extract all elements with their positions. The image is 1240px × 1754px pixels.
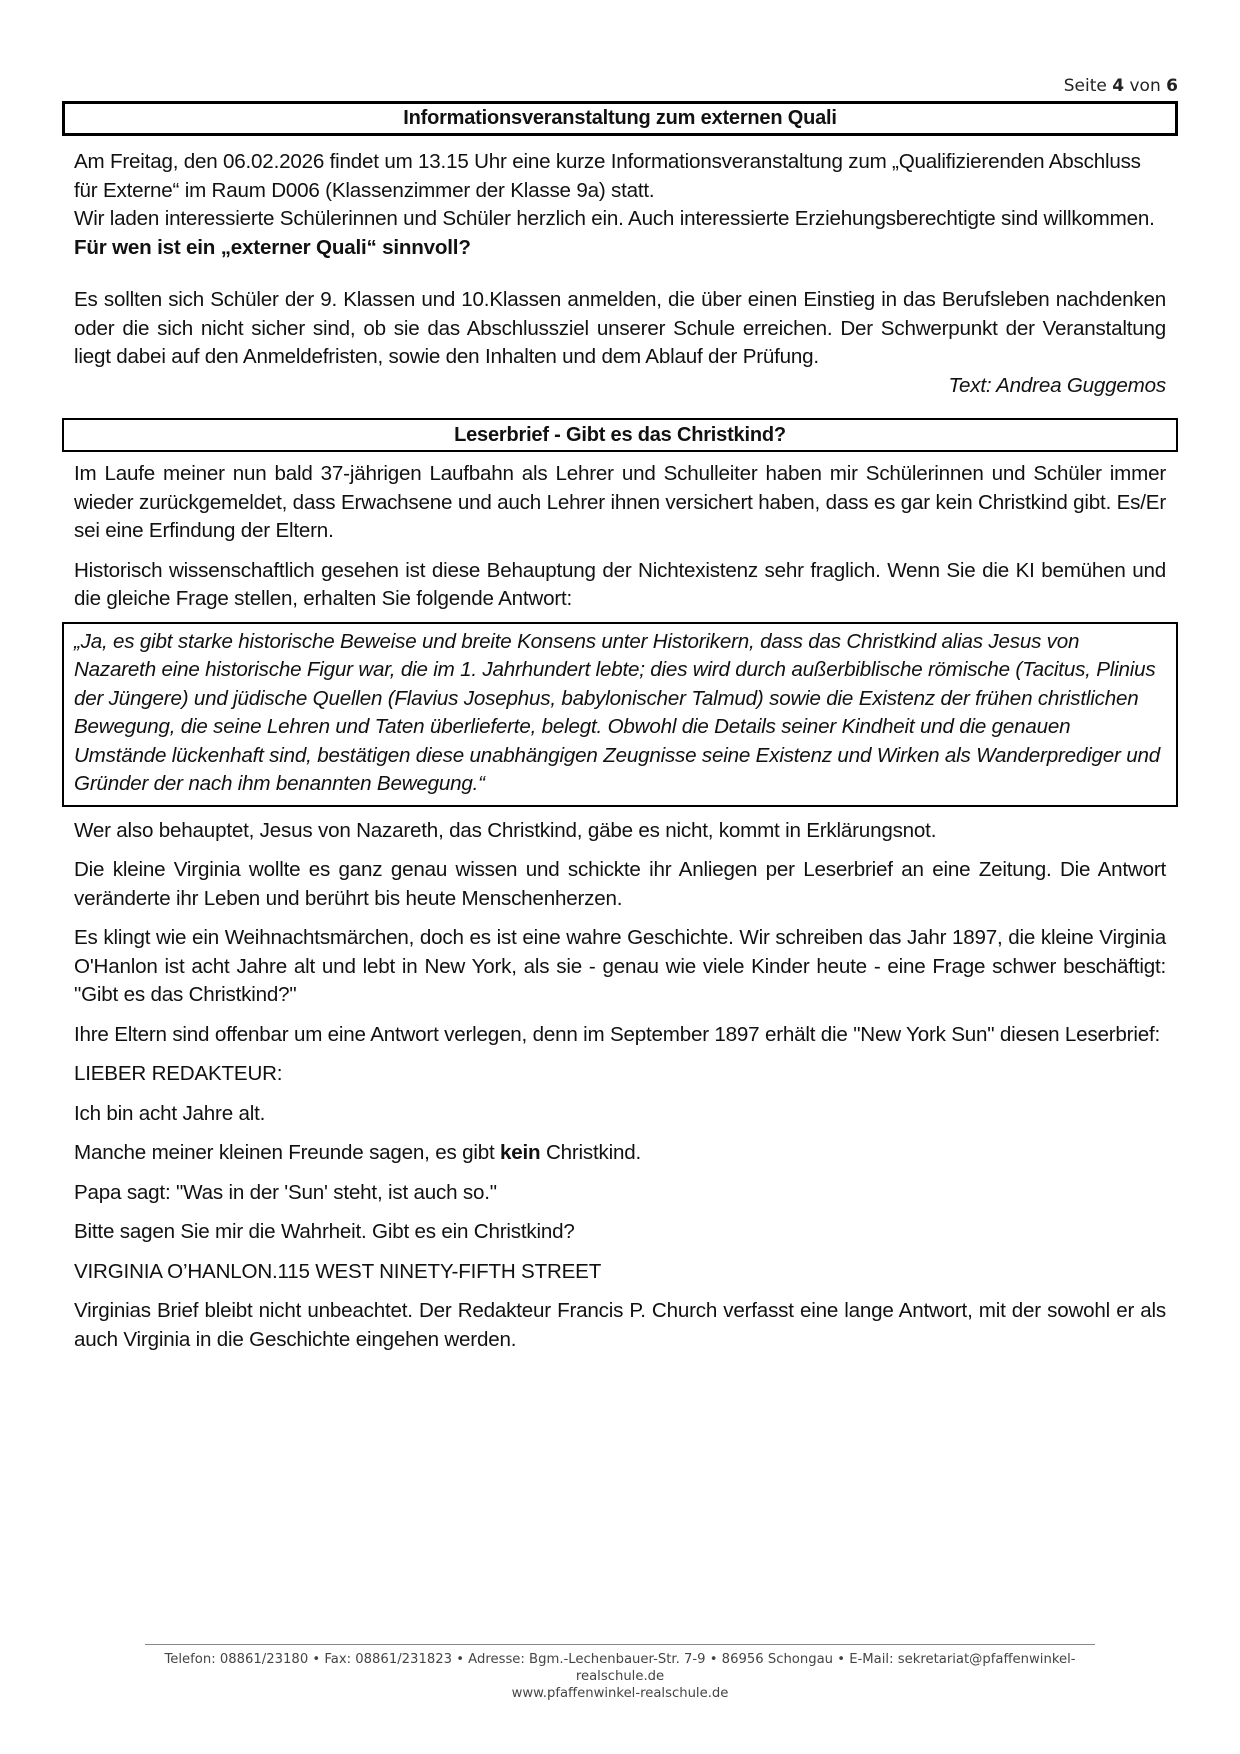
letter-line-1: Ich bin acht Jahre alt. xyxy=(74,1101,266,1125)
letter-line-3: Papa sagt: "Was in der 'Sun' steht, ist auch so." xyxy=(74,1180,497,1204)
letter-salutation: LIEBER REDAKTEUR: xyxy=(74,1062,283,1085)
footer-website: www.pfaffenwinkel-realschule.de xyxy=(511,1686,729,1701)
page-separator: von xyxy=(1129,76,1161,96)
quali-paragraph-3: Es sollten sich Schüler der 9. Klassen und 10.Klassen anmelden, die über einen Einstieg in das Berufsleben nachdenken oder die sich nicht sicher sind, ob sie das Abschlussziel unserer Schule erreichen. Der Schwerpunkt der Veranstaltung liegt dabei auf den Anmeldefristen, sowie den Inhalten und dem Ablauf der Prüfung. xyxy=(74,288,1166,368)
letter-line-2-end: Christkind. xyxy=(540,1141,642,1164)
quali-paragraph-2: Wir laden interessierte Schülerinnen und Schüler herzlich ein. Auch interessierte Erziehungsberechtigte sind willkommen. xyxy=(74,207,1155,230)
letter-line-2-text: Manche meiner kleinen Freunde sagen, es gibt xyxy=(74,1141,501,1164)
letter-line-2-emphasis: kein xyxy=(500,1141,541,1164)
quali-subheading: Für wen ist ein „externer Quali“ sinnvoll? xyxy=(74,235,471,259)
section-heading-leserbrief: Leserbrief - Gibt es das Christkind? xyxy=(62,418,1178,452)
section-heading-quali: Informationsveranstaltung zum externen Quali xyxy=(62,101,1178,136)
ai-quote-text: „Ja, es gibt starke historische Beweise und breite Konsens unter Historikern, dass das Christkind alias Jesus von Nazareth eine historische Figur war, die im 1. Jahrhundert lebte; dies wird durch außerbiblische römische (Tacitus, Plinius der Jüngere) und jüdische Quellen (Flavius Josephus, babylonischer Talmud) sowie die Existenz der frühen christlichen Bewegung, die seine Lehren und Taten überlieferte, belegt. Obwohl die Details seiner Kindheit und die genauen Umstände lückenhaft sind, bestätigen diese unabhängigen Zeugnisse seine Existenz und Wirken als Wanderprediger und Gründer der nach ihm benannten Bewegung.“ xyxy=(74,629,1160,795)
page-current: 4 xyxy=(1112,76,1125,96)
leserbrief-paragraph-4: Die kleine Virginia wollte es ganz genau wissen und schickte ihr Anliegen per Leserbrief an eine Zeitung. Die Antwort veränderte ihr Leben und berührt bis heute Menschenherzen. xyxy=(74,858,1166,910)
ai-quote-box xyxy=(62,622,1178,807)
leserbrief-paragraph-1: Im Laufe meiner nun bald 37-jährigen Laufbahn als Lehrer und Schulleiter haben mir Schülerinnen und Schüler immer wieder zurückgemeldet, dass Erwachsene und auch Lehrer ihnen versichert haben, dass es gar kein Christkind gibt. Es/Er sei eine Erfindung der Eltern. xyxy=(74,462,1166,542)
leserbrief-paragraph-7: Virginias Brief bleibt nicht unbeachtet. Der Redakteur Francis P. Church verfasst eine lange Antwort, mit der sowohl er als auch Virginia in die Geschichte eingehen werden. xyxy=(74,1299,1166,1351)
leserbrief-paragraph-2: Historisch wissenschaftlich gesehen ist diese Behauptung der Nichtexistenz sehr fraglich. Wenn Sie die KI bemühen und die gleiche Frage stellen, erhalten Sie folgende Antwort: xyxy=(74,558,1166,610)
page-total: 6 xyxy=(1166,76,1178,96)
leserbrief-paragraph-5: Es klingt wie ein Weihnachtsmärchen, doch es ist eine wahre Geschichte. Wir schreiben das Jahr 1897, die kleine Virginia O'Hanlon ist acht Jahre alt und lebt in New York, als sie - genau wie viele Kinder heute - eine Frage schwer beschäftigt: "Gibt es das Christkind?" xyxy=(74,926,1166,1006)
letter-signature: VIRGINIA O’HANLON.115 WEST NINETY-FIFTH STREET xyxy=(74,1259,602,1283)
letter-line-2 xyxy=(62,1139,1178,1168)
document-body xyxy=(62,0,1178,1354)
quali-paragraph-1: Am Freitag, den 06.02.2026 findet um 13.15 Uhr eine kurze Informationsveranstaltung zum „Qualifizierenden Abschluss für Externe“ im Raum D006 (Klassenzimmer der Klasse 9a) statt. xyxy=(74,150,1141,202)
leserbrief-paragraph-6: Ihre Eltern sind offenbar um eine Antwort verlegen, denn im September 1897 erhält die "New York Sun" diesen Leserbrief: xyxy=(74,1022,1160,1046)
leserbrief-paragraph-3: Wer also behauptet, Jesus von Nazareth, das Christkind, gäbe es nicht, kommt in Erklärungsnot. xyxy=(74,818,937,842)
footer-contact: Telefon: 08861/23180 • Fax: 08861/231823 • Adresse: Bgm.-Lechenbauer-Str. 7-9 • 86956 Schongau • E-Mail: sekretariat@pfaffenwinkel-realschule.de xyxy=(164,1652,1076,1684)
page-prefix: Seite xyxy=(1063,76,1107,96)
letter-line-4: Bitte sagen Sie mir die Wahrheit. Gibt es ein Christkind? xyxy=(74,1220,575,1243)
page-footer xyxy=(145,1644,1095,1702)
quali-author: Text: Andrea Guggemos xyxy=(948,373,1166,397)
